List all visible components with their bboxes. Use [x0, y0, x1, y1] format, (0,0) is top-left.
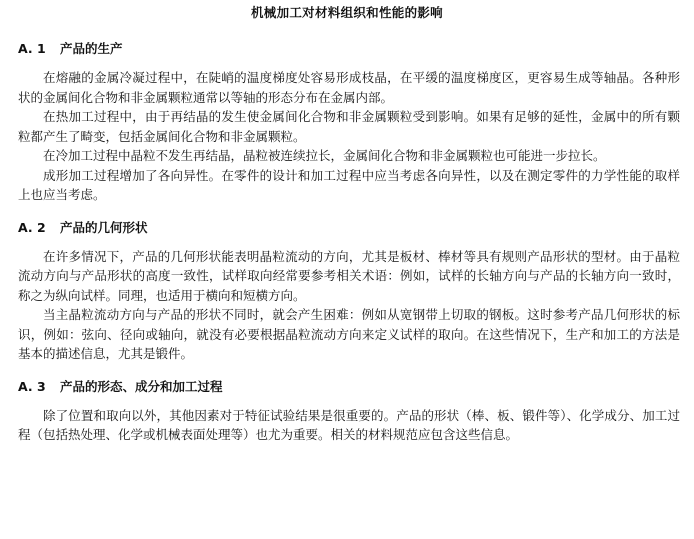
paragraph: 在冷加工过程中晶粒不发生再结晶，晶粒被连续拉长，金属间化合物和非金属颗粒也可能进一步拉长。: [43, 148, 606, 163]
document-title: 机械加工对材料组织和性能的影响: [250, 5, 443, 20]
section-number: A. 2: [18, 219, 46, 235]
section-title: 产品的几何形状: [60, 219, 148, 235]
section-title: 产品的生产: [60, 41, 123, 56]
section-title: 产品的形态、成分和加工过程: [60, 378, 223, 394]
paragraph: 成形加工过程增加了各向异性。在零件的设计和加工过程中应当考虑各向异性，以及在测定零件的力学性能的取样上也应当考虑。: [18, 167, 680, 202]
section-a3: [8, 378, 686, 445]
paragraph: 在热加工过程中，由于再结晶的发生使金属间化合物和非金属颗粒受到影响。如果有足够的延性，金属中的所有颗粒都产生了畸变，包括金属间化合物和非金属颗粒。: [18, 109, 680, 144]
paragraph: 在熔融的金属冷凝过程中，在陡峭的温度梯度处容易形成枝晶，在平缓的温度梯度区，更容易生成等轴晶。各种形状的金属间化合物和非金属颗粒通常以等轴的形态分布在金属内部。: [18, 70, 680, 105]
section-heading: [18, 378, 686, 396]
section-heading: [18, 40, 686, 58]
paragraph: 除了位置和取向以外，其他因素对于特征试验结果是很重要的。产品的形状（棒、板、锻件等）、化学成分、加工过程（包括热处理、化学或机械表面处理等）也尤为重要。相关的材料规范应包含这些信息。: [18, 407, 680, 442]
section-heading: [18, 219, 686, 237]
section-number: A. 3: [18, 378, 46, 394]
section-a2: [8, 219, 686, 364]
section-a1: [8, 40, 686, 205]
section-number: A. 1: [18, 41, 46, 56]
paragraph: 在许多情况下，产品的几何形状能表明晶粒流动的方向，尤其是板材、棒材等具有规则产品形状的型材。由于晶粒流动方向与产品形状的高度一致性，试样取向经常要参考相关术语：例如，试样的长轴方向与产品的长轴方向一致时，称之为纵向试样。同理，也适用于横向和短横方向。: [18, 248, 680, 303]
paragraph: 当主晶粒流动方向与产品的形状不同时，就会产生困难：例如从宽钢带上切取的钢板。这时参考产品几何形状的标识，例如：弦向、径向或轴向，就没有必要根据晶粒流动方向来定义试样的取向。在这些情况下，生产和加工的方法是基本的描述信息，尤其是锻件。: [18, 307, 680, 361]
